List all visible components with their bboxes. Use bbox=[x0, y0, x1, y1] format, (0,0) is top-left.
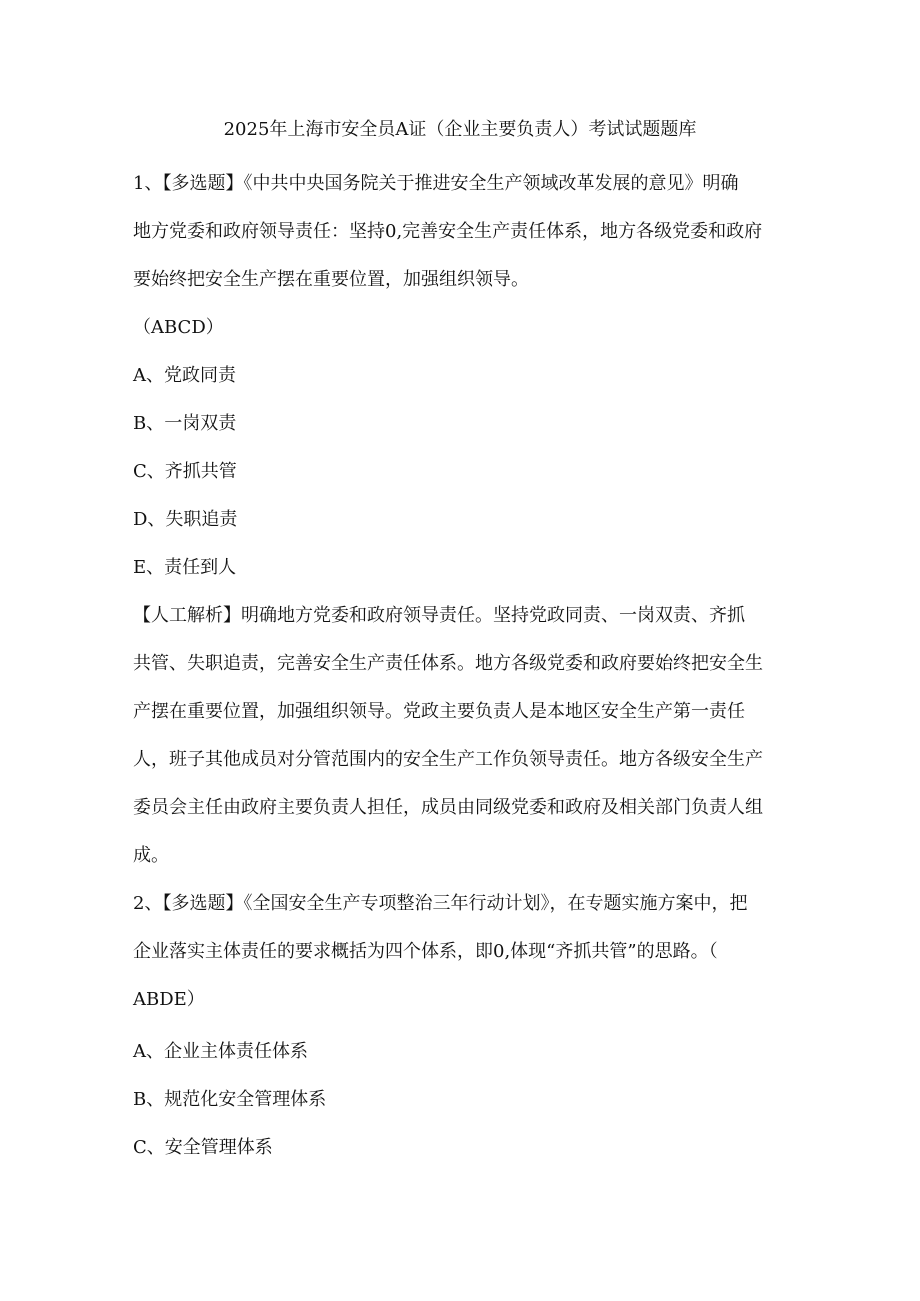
question-2-option-c: C、安全管理体系 bbox=[133, 1137, 273, 1158]
question-2-stem-line-1: 2、【多选题】《全国安全生产专项整治三年行动计划》，在专题实施方案中，把 bbox=[133, 893, 748, 914]
question-1-analysis-line-6: 成。 bbox=[133, 845, 169, 866]
question-1-option-d: D、失职追责 bbox=[133, 509, 238, 530]
question-1-stem-line-3: 要始终把安全生产摆在重要位置，加强组织领导。 bbox=[133, 269, 529, 290]
question-1-analysis-line-3: 产摆在重要位置，加强组织领导。党政主要负责人是本地区安全生产第一责任 bbox=[133, 701, 745, 722]
document-title: 2025年上海市安全员A证（企业主要负责人）考试试题题库 bbox=[223, 119, 697, 140]
question-1-option-e: E、责任到人 bbox=[133, 557, 237, 578]
question-2-option-a: A、企业主体责任体系 bbox=[133, 1041, 308, 1062]
question-2-stem-line-3: ABDE） bbox=[133, 989, 205, 1010]
question-1-analysis-line-5: 委员会主任由政府主要负责人担任，成员由同级党委和政府及相关部门负责人组 bbox=[133, 797, 763, 818]
question-2-stem-line-2: 企业落实主体责任的要求概括为四个体系，即0,体现“齐抓共管”的思路。（ bbox=[133, 941, 718, 962]
question-1-stem-line-1: 1、【多选题】《中共中央国务院关于推进安全生产领域改革发展的意见》明确 bbox=[133, 173, 739, 194]
question-1-option-b: B、一岗双责 bbox=[133, 413, 237, 434]
question-1-option-c: C、齐抓共管 bbox=[133, 461, 237, 482]
question-1-analysis-line-2: 共管、失职追责，完善安全生产责任体系。地方各级党委和政府要始终把安全生 bbox=[133, 653, 763, 674]
question-1-option-a: A、党政同责 bbox=[133, 365, 236, 386]
question-2-option-b: B、规范化安全管理体系 bbox=[133, 1089, 327, 1110]
question-1-stem-line-2: 地方党委和政府领导责任：坚持0,完善安全生产责任体系，地方各级党委和政府 bbox=[133, 221, 763, 242]
question-1-answer: （ABCD） bbox=[133, 317, 224, 338]
question-1-analysis-line-4: 人，班子其他成员对分管范围内的安全生产工作负领导责任。地方各级安全生产 bbox=[133, 749, 763, 770]
question-1-analysis-line-1: 【人工解析】明确地方党委和政府领导责任。坚持党政同责、一岗双责、齐抓 bbox=[133, 605, 745, 626]
